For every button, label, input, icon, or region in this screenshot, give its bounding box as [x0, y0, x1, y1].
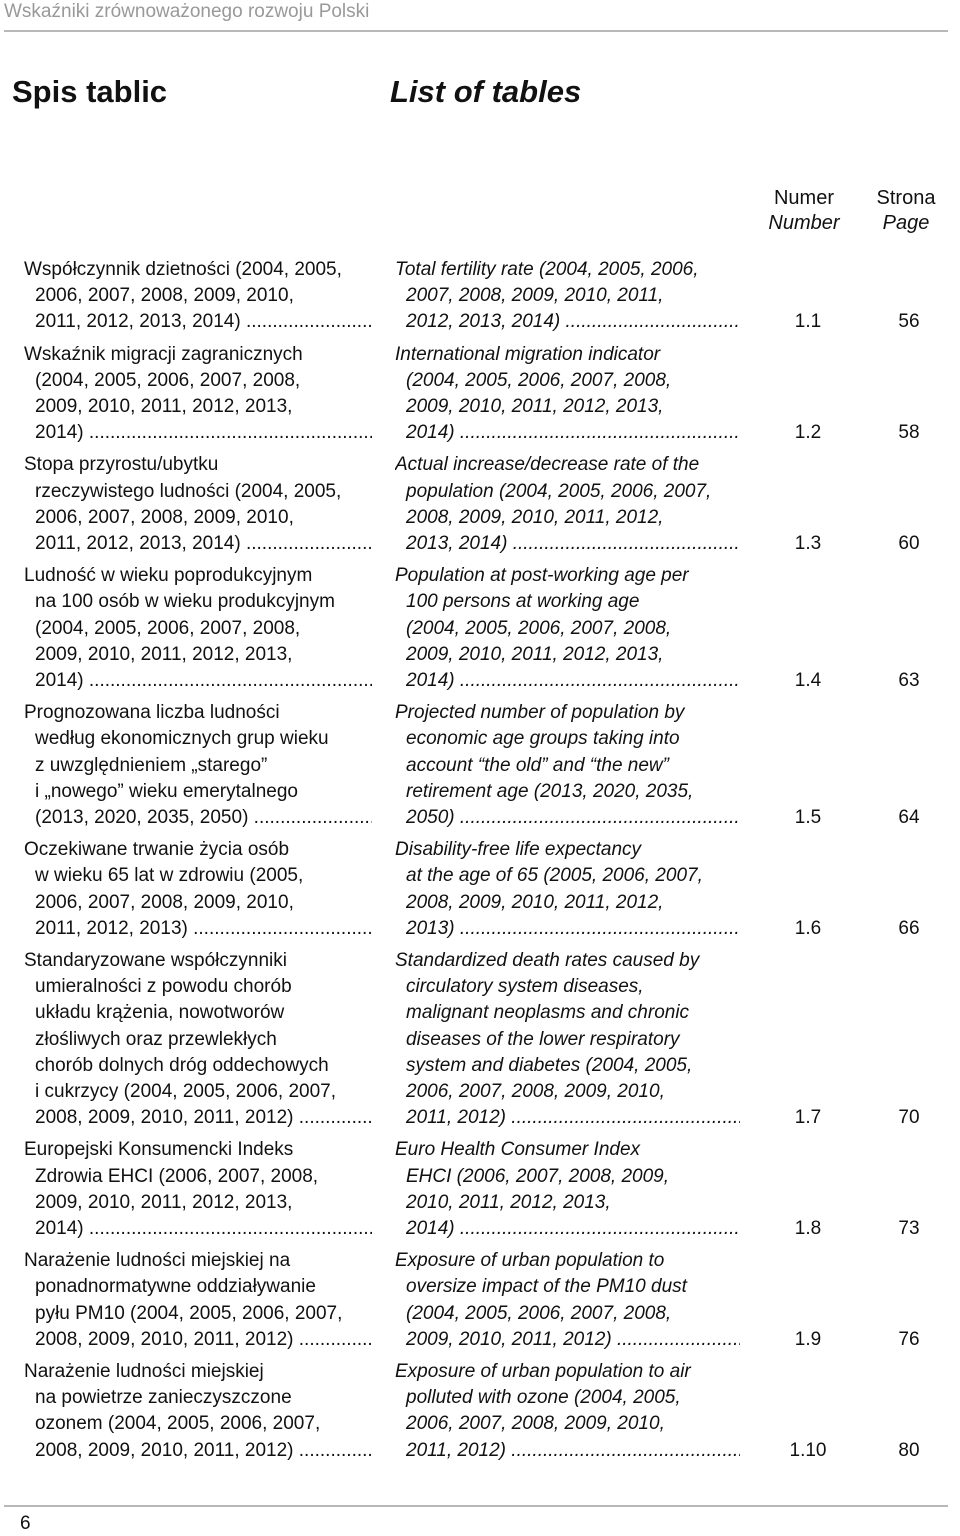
entry-title-line: EHCI (2006, 2007, 2008, 2009, — [406, 1165, 670, 1187]
list-item[interactable] — [0, 1137, 960, 1242]
entry-title-line: Zdrowia EHCI (2006, 2007, 2008, — [35, 1165, 319, 1187]
entry-title-line: 2009, 2010, 2011, 2012, 2013, — [35, 643, 293, 665]
entry-title-line: rzeczywistego ludności (2004, 2005, — [35, 480, 342, 502]
entry-title-line: Narażenie ludności miejskiej — [24, 1360, 264, 1382]
entry-title-line: (2004, 2005, 2006, 2007, 2008, — [35, 617, 301, 639]
list-item[interactable] — [0, 342, 960, 447]
entry-title-en — [395, 257, 740, 336]
entry-title-line: Exposure of urban population to air — [395, 1360, 691, 1382]
page-ref: 60 — [898, 532, 920, 554]
entry-title-en — [395, 1359, 740, 1464]
table-number: 1.6 — [794, 917, 822, 939]
entry-title-line: 2011, 2012) ..... — [395, 1438, 740, 1464]
entry-title-line: Oczekiwane trwanie życia osób — [24, 839, 290, 861]
column-header-page-pl: Strona — [876, 187, 936, 209]
entry-title-line: economic age groups taking into — [406, 728, 680, 750]
entry-title-line: Euro Health Consumer Index — [395, 1139, 641, 1161]
entry-title-line: według ekonomicznych grup wieku — [35, 728, 329, 750]
entry-title-line: 2009, 2010, 2011, 2012, 2013, — [35, 1191, 293, 1213]
entry-title-line: (2004, 2005, 2006, 2007, 2008, — [406, 617, 672, 639]
page-ref: 58 — [898, 422, 920, 444]
entry-title-line: 2014) ..... — [24, 420, 372, 446]
column-header-number-en: Number — [768, 212, 840, 234]
entry-title-line: 2006, 2007, 2008, 2009, 2010, — [406, 1081, 665, 1102]
entry-title-line: system and diabetes (2004, 2005, — [406, 1054, 693, 1076]
page-ref: 73 — [898, 1217, 920, 1239]
entry-title-line: 2009, 2010, 2011, 2012, 2013, — [406, 396, 664, 417]
entry-title-pl — [24, 257, 372, 336]
entry-title-pl — [24, 837, 372, 942]
entry-title-line: polluted with ozone (2004, 2005, — [406, 1387, 681, 1409]
column-header-page — [866, 186, 946, 236]
page-ref: 64 — [898, 806, 920, 828]
table-number: 1.7 — [794, 1107, 822, 1129]
list-item[interactable] — [0, 837, 960, 942]
entry-title-en — [395, 837, 740, 942]
entry-title-line: Współczynnik dzietności (2004, 2005, — [24, 259, 342, 280]
entry-title-line: Stopa przyrostu/ubytku — [24, 454, 219, 476]
entry-title-line: 2013) ..... — [395, 916, 740, 942]
entry-title-line: Wskaźnik migracji zagranicznych — [24, 343, 303, 365]
table-number: 1.5 — [794, 806, 822, 828]
entry-title-line: 2009, 2010, 2011, 2012, 2013, — [35, 396, 293, 417]
entry-title-en — [395, 700, 740, 831]
entry-title-line: Europejski Konsumencki Indeks — [24, 1139, 294, 1161]
entry-title-line: 2014) ..... — [395, 420, 740, 446]
entry-title-line: (2004, 2005, 2006, 2007, 2008, — [406, 369, 672, 391]
list-item[interactable] — [0, 452, 960, 557]
entry-title-line: 2013, 2014) ..... — [395, 531, 740, 557]
entry-title-line: 2011, 2012, 2013, 2014) ..... — [24, 531, 372, 557]
entry-title-line: 2007, 2008, 2009, 2010, 2011, — [406, 285, 664, 307]
list-item[interactable] — [0, 948, 960, 1131]
entry-title-line: 2008, 2009, 2010, 2011, 2012) ..... — [24, 1438, 372, 1464]
entry-title-en — [395, 563, 740, 694]
entry-title-line: umieralności z powodu chorób — [35, 976, 292, 998]
table-number: 1.3 — [794, 532, 822, 554]
entry-title-line: (2004, 2005, 2006, 2007, 2008, — [35, 369, 301, 391]
list-item[interactable] — [0, 257, 960, 336]
entry-title-line: i „nowego” wieku emerytalnego — [35, 780, 298, 802]
entry-title-pl — [24, 1359, 372, 1464]
column-header-number — [758, 186, 850, 236]
page-ref: 76 — [898, 1328, 920, 1350]
entry-title-line: 2008, 2009, 2010, 2011, 2012, — [406, 506, 664, 528]
entry-title-line: układu krążenia, nowotworów — [35, 1002, 285, 1024]
entry-title-line: Narażenie ludności miejskiej na — [24, 1250, 291, 1272]
entry-title-pl — [24, 342, 372, 447]
list-item[interactable] — [0, 563, 960, 694]
list-item[interactable] — [0, 1359, 960, 1464]
list-item[interactable] — [0, 1248, 960, 1353]
page-ref: 63 — [898, 669, 920, 691]
entry-title-line: pyłu PM10 (2004, 2005, 2006, 2007, — [35, 1302, 343, 1324]
entry-title-line: oversize impact of the PM10 dust — [406, 1276, 687, 1298]
entry-title-line: 2008, 2009, 2010, 2011, 2012, — [406, 891, 664, 913]
entry-title-line: Prognozowana liczba ludności — [24, 702, 280, 724]
entry-title-line: (2004, 2005, 2006, 2007, 2008, — [406, 1302, 672, 1324]
entry-title-line: International migration indicator — [395, 343, 661, 365]
entry-title-line: złośliwych oraz przewlekłych — [35, 1028, 277, 1050]
column-header-page-en: Page — [882, 212, 930, 234]
entry-title-line: 2014) ..... — [395, 1216, 740, 1242]
entry-title-line: Exposure of urban population to — [395, 1250, 665, 1272]
entry-title-line: 2006, 2007, 2008, 2009, 2010, — [406, 1413, 665, 1435]
table-number: 1.8 — [794, 1217, 822, 1239]
entry-title-line: ponadnormatywne oddziaływanie — [35, 1276, 316, 1298]
entry-title-line: 2012, 2013, 2014) ..... — [395, 309, 740, 335]
entry-title-line: w wieku 65 lat w zdrowiu (2005, — [35, 865, 304, 887]
page-title-en: List of tables — [390, 74, 582, 109]
entry-title-en — [395, 1248, 740, 1353]
entry-title-line: 2009, 2010, 2011, 2012, 2013, — [406, 643, 664, 665]
footer-rule — [4, 1505, 948, 1507]
entry-title-line: 2006, 2007, 2008, 2009, 2010, — [35, 285, 294, 307]
entry-title-pl — [24, 700, 372, 831]
entry-title-line: Projected number of population by — [395, 702, 685, 724]
table-number: 1.2 — [794, 422, 822, 444]
table-number: 1.4 — [794, 669, 822, 691]
table-number: 1.1 — [794, 311, 822, 333]
entry-title-en — [395, 948, 740, 1131]
entry-title-line: Standardized death rates caused by — [395, 949, 700, 971]
entry-title-line: 2011, 2012, 2013) ..... — [24, 916, 372, 942]
entry-title-line: chorób dolnych dróg oddechowych — [35, 1054, 329, 1076]
entry-title-line: account “the old” and “the new” — [406, 754, 669, 776]
entry-title-line: 2008, 2009, 2010, 2011, 2012) ..... — [24, 1105, 372, 1131]
page-number: 6 — [20, 1513, 31, 1534]
entry-title-en — [395, 452, 740, 557]
header-rule — [4, 30, 948, 32]
entry-title-line: Actual increase/decrease rate of the — [395, 454, 700, 476]
entry-title-line: 2010, 2011, 2012, 2013, — [406, 1191, 611, 1213]
entry-title-line: 2014) ..... — [24, 668, 372, 694]
entry-title-line: Population at post-working age per — [395, 565, 689, 587]
entry-title-line: na 100 osób w wieku produkcyjnym — [35, 591, 335, 613]
list-item[interactable] — [0, 700, 960, 831]
page-title-pl: Spis tablic — [12, 74, 168, 109]
entry-title-line: diseases of the lower respiratory — [406, 1028, 680, 1050]
entry-title-line: at the age of 65 (2005, 2006, 2007, — [406, 865, 703, 887]
entry-title-pl — [24, 948, 372, 1131]
entry-title-line: Total fertility rate (2004, 2005, 2006, — [395, 259, 699, 280]
entry-title-en — [395, 342, 740, 447]
entry-title-line: na powietrze zanieczyszczone — [35, 1387, 292, 1409]
entry-title-line: i cukrzycy (2004, 2005, 2006, 2007, — [35, 1081, 337, 1102]
entry-title-line: 100 persons at working age — [406, 591, 640, 613]
table-number: 1.9 — [794, 1328, 822, 1350]
table-of-contents-list — [0, 257, 960, 1470]
entry-title-line: population (2004, 2005, 2006, 2007, — [406, 480, 712, 502]
running-header: Wskaźniki zrównoważonego rozwoju Polski — [4, 1, 370, 22]
entry-title-line: Standaryzowane współczynniki — [24, 949, 287, 971]
entry-title-line: z uwzględnieniem „starego” — [35, 754, 268, 776]
entry-title-line: 2006, 2007, 2008, 2009, 2010, — [35, 891, 294, 913]
entry-title-line: Ludność w wieku poprodukcyjnym — [24, 565, 313, 587]
page-ref: 56 — [898, 311, 920, 333]
page-ref: 80 — [898, 1439, 920, 1461]
entry-title-line: circulatory system diseases, — [406, 976, 644, 998]
entry-title-line: 2006, 2007, 2008, 2009, 2010, — [35, 506, 294, 528]
entry-title-line: Disability-free life expectancy — [395, 839, 642, 861]
page-ref: 70 — [898, 1107, 920, 1129]
column-header-number-pl: Numer — [773, 187, 834, 209]
entry-title-line: 2014) ..... — [395, 668, 740, 694]
entry-title-line: ozonem (2004, 2005, 2006, 2007, — [35, 1413, 321, 1435]
entry-title-en — [395, 1137, 740, 1242]
entry-title-pl — [24, 1137, 372, 1242]
entry-title-line: 2050) ..... — [395, 805, 740, 831]
entry-title-line: 2009, 2010, 2011, 2012) ..... — [395, 1327, 740, 1353]
table-number: 1.10 — [789, 1439, 827, 1461]
entry-title-line: (2013, 2020, 2035, 2050) ..... — [24, 805, 372, 831]
entry-title-line: 2011, 2012, 2013, 2014) ..... — [24, 309, 372, 335]
entry-title-line: 2014) ..... — [24, 1216, 372, 1242]
entry-title-line: malignant neoplasms and chronic — [406, 1002, 690, 1024]
page-ref: 66 — [898, 917, 920, 939]
entry-title-line: retirement age (2013, 2020, 2035, — [406, 780, 694, 802]
entry-title-pl — [24, 1248, 372, 1353]
entry-title-pl — [24, 452, 372, 557]
entry-title-pl — [24, 563, 372, 694]
entry-title-line: 2008, 2009, 2010, 2011, 2012) ..... — [24, 1327, 372, 1353]
entry-title-line: 2011, 2012) ..... — [395, 1105, 740, 1131]
